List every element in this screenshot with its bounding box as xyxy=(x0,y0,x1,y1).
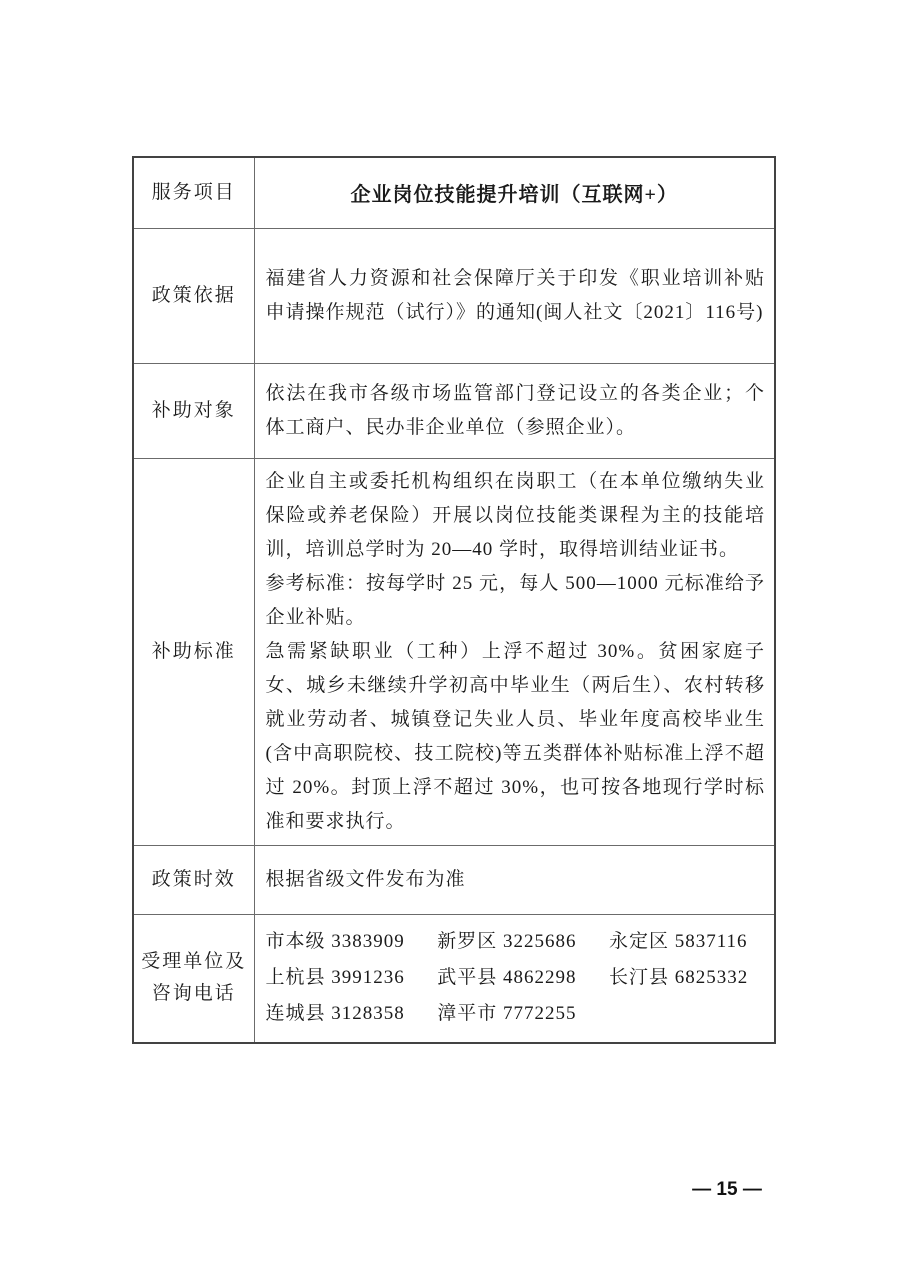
contact-entry: 连城县 3128358 xyxy=(265,1003,405,1025)
policy-basis-content xyxy=(254,228,775,363)
contact-line xyxy=(266,996,766,1032)
service-item-title xyxy=(254,157,775,228)
row-label-service-item xyxy=(133,157,254,228)
row-label-policy-validity xyxy=(133,845,254,914)
policy-info-table xyxy=(132,156,776,1044)
row-label-contact xyxy=(133,914,254,1043)
policy-validity-text: 根据省级文件发布为准 xyxy=(265,868,466,890)
subsidy-standard-paragraph-3: 急需紧缺职业（工种）上浮不超过 30%。贫困家庭子女、城乡未继续升学初高中毕业生（两后生）、农村转移就业劳动者、城镇登记失业人员、毕业年度高校毕业生(含中高职院校、技工院校)等五类群体补贴标准上浮不超过 20%。封顶上浮不超过 30%，也可按各地现行学时标准和要求执行。 xyxy=(265,640,765,832)
row-label-text: 政策依据 xyxy=(151,284,236,306)
row-label-text: 补助标准 xyxy=(151,640,236,662)
row-label-subsidy-standard xyxy=(133,458,254,845)
contact-line xyxy=(266,924,766,960)
contact-entry: 永定区 5837116 xyxy=(609,931,748,953)
contact-entry: 漳平市 7772255 xyxy=(437,1003,577,1025)
subsidy-target-text: 依法在我市各级市场监管部门登记设立的各类企业；个体工商户、民办非企业单位（参照企业）。 xyxy=(265,382,765,438)
page-number: — 15 — xyxy=(692,1179,762,1200)
table-row xyxy=(133,458,775,845)
row-label-policy-basis xyxy=(133,228,254,363)
subsidy-standard-content xyxy=(254,458,775,845)
contact-entry: 武平县 4862298 xyxy=(437,967,577,989)
subsidy-standard-paragraph-1: 企业自主或委托机构组织在岗职工（在本单位缴纳失业保险或养老保险）开展以岗位技能类课程为主的技能培训，培训总学时为 20—40 学时，取得培训结业证书。 xyxy=(265,470,765,560)
table-row xyxy=(133,845,775,914)
row-label-text-line2: 咨询电话 xyxy=(151,983,236,1005)
contact-line xyxy=(266,960,766,996)
subsidy-standard-paragraph-2: 参考标准：按每学时 25 元，每人 500—1000 元标准给予企业补贴。 xyxy=(265,572,765,628)
table-row xyxy=(133,914,775,1043)
row-label-subsidy-target xyxy=(133,363,254,458)
table-row xyxy=(133,228,775,363)
service-item-title-text: 企业岗位技能提升培训（互联网+） xyxy=(350,184,678,207)
table-row xyxy=(133,363,775,458)
row-label-text: 服务项目 xyxy=(151,181,236,203)
contact-entry: 长汀县 6825332 xyxy=(609,967,749,989)
contact-entry: 市本级 3383909 xyxy=(265,931,405,953)
policy-validity-content xyxy=(254,845,775,914)
subsidy-target-content xyxy=(254,363,775,458)
row-label-text: 补助对象 xyxy=(151,399,236,421)
contact-phones-content xyxy=(254,914,775,1043)
contact-entry: 上杭县 3991236 xyxy=(265,967,405,989)
row-label-text-line1: 受理单位及 xyxy=(141,951,247,973)
table-row xyxy=(133,157,775,228)
contact-entry: 新罗区 3225686 xyxy=(437,931,577,953)
row-label-text: 政策时效 xyxy=(151,868,236,890)
policy-basis-text: 福建省人力资源和社会保障厅关于印发《职业培训补贴申请操作规范（试行）》的通知(闽人社文〔2021〕116号) xyxy=(265,267,765,323)
